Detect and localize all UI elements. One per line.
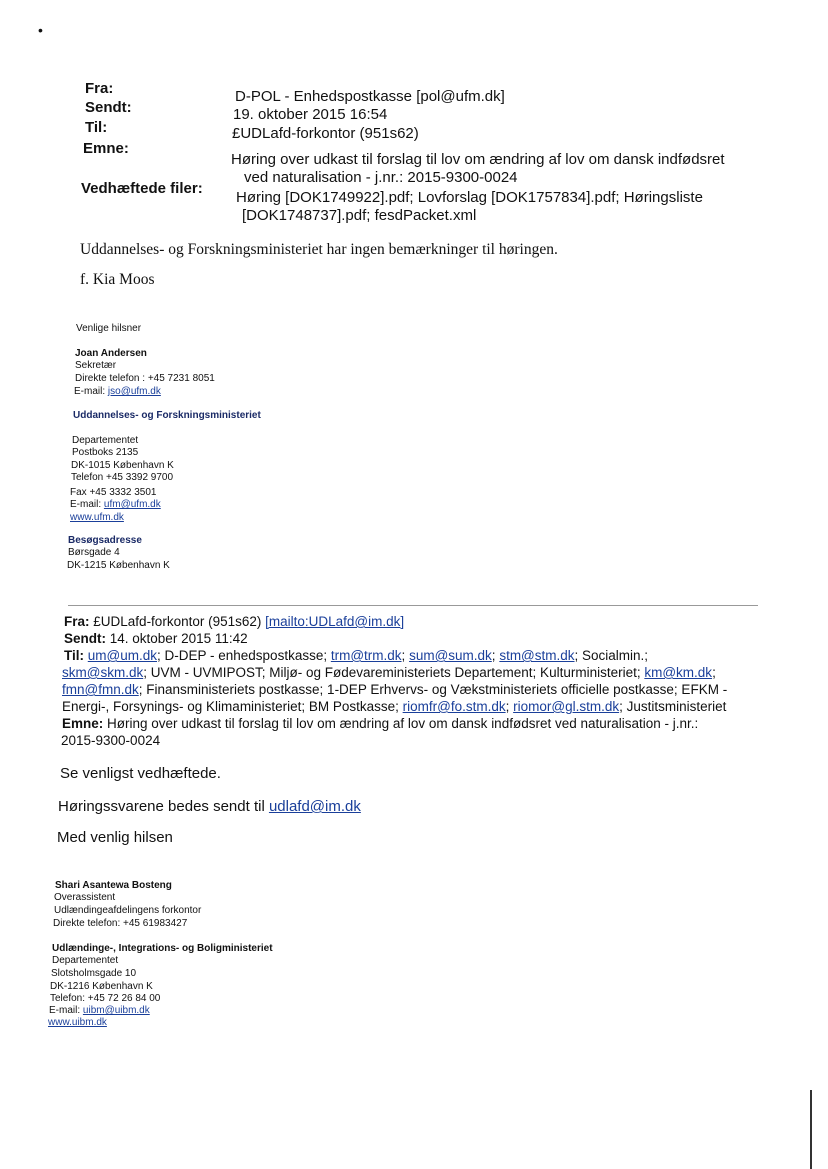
subject-line-1: Høring over udkast til forslag til lov om ændring af lov om dansk indfødsret bbox=[231, 151, 725, 168]
sender-name: Shari Asantewa Bosteng bbox=[55, 880, 172, 891]
to-text: ; Finansministeriets postkasse; 1-DEP Erhvervs- og Vækstministeriets officielle postkasse; EFKM - bbox=[138, 682, 728, 697]
sender-email bbox=[74, 386, 161, 399]
from-value: D-POL - Enhedspostkasse [pol@ufm.dk] bbox=[235, 88, 505, 105]
to-label: Til: bbox=[85, 119, 108, 136]
attachments-line-1: Høring [DOK1749922].pdf; Lovforslag [DOK1757834].pdf; Høringsliste bbox=[236, 189, 703, 206]
sent-line bbox=[64, 631, 248, 647]
subject-line-1 bbox=[62, 716, 698, 732]
to-line-3 bbox=[62, 682, 727, 698]
to-text: Energi-, Forsynings- og Klimaministeriet; BM Postkasse; bbox=[62, 699, 403, 714]
visit-city: DK-1215 København K bbox=[67, 560, 170, 571]
sender-phone: Direkte telefon : +45 7231 8051 bbox=[75, 373, 215, 384]
from-mailto-link[interactable]: [mailto:UDLafd@im.dk] bbox=[265, 614, 405, 629]
ministry-tel: Telefon: +45 72 26 84 00 bbox=[50, 993, 161, 1004]
ministry-web-link[interactable]: www.uibm.dk bbox=[48, 1017, 107, 1028]
subject-label: Emne: bbox=[83, 140, 129, 157]
to-link-sum[interactable]: sum@sum.dk bbox=[409, 648, 492, 663]
ministry-name: Udlændinge-, Integrations- og Boligministeriet bbox=[52, 943, 273, 954]
from-label: Fra: bbox=[85, 80, 114, 97]
sent-label: Sendt: bbox=[85, 99, 132, 116]
from-label: Fra: bbox=[64, 614, 90, 629]
ministry-city: DK-1216 København K bbox=[50, 981, 153, 992]
to-link-skm[interactable]: skm@skm.dk bbox=[62, 665, 144, 680]
ministry-email-link[interactable]: uibm@uibm.dk bbox=[82, 1005, 150, 1016]
to-link-trm[interactable]: trm@trm.dk bbox=[330, 648, 402, 663]
reply-signature: f. Kia Moos bbox=[80, 271, 155, 288]
to-link-um[interactable]: um@um.dk bbox=[87, 648, 157, 663]
sender-name: Joan Andersen bbox=[75, 348, 147, 359]
to-link-stm[interactable]: stm@stm.dk bbox=[499, 648, 575, 663]
sender-title: Sekretær bbox=[75, 360, 117, 371]
sender-title: Overassistent bbox=[54, 892, 116, 903]
body-line-3: Med venlig hilsen bbox=[57, 829, 173, 846]
ministry-dept: Departementet bbox=[72, 435, 139, 446]
sent-value: 19. oktober 2015 16:54 bbox=[233, 106, 388, 123]
to-link-riomfr[interactable]: riomfr@fo.stm.dk bbox=[402, 699, 506, 714]
ministry-name: Uddannelses- og Forskningsministeriet bbox=[73, 410, 261, 421]
body-text: Høringssvarene bedes sendt til bbox=[58, 798, 269, 815]
subject-line-2: 2015-9300-0024 bbox=[61, 733, 161, 748]
ministry-email bbox=[70, 499, 161, 512]
subject-label: Emne: bbox=[62, 716, 104, 731]
visit-label: Besøgsadresse bbox=[68, 535, 142, 546]
sender-phone: Direkte telefon: +45 61983427 bbox=[53, 918, 188, 929]
to-text: ; UVM - UVMIPOST; Miljø- og Fødevareministeriets Departement; Kulturministeriet; bbox=[143, 665, 645, 680]
scan-edge-line bbox=[810, 1090, 812, 1169]
divider bbox=[68, 605, 758, 606]
attachments-line-2: [DOK1748737].pdf; fesdPacket.xml bbox=[242, 207, 477, 224]
sender-email-link[interactable]: jso@ufm.dk bbox=[107, 386, 161, 397]
email-label: E-mail: bbox=[70, 499, 102, 510]
from-line bbox=[64, 614, 404, 630]
to-line-2: skm@skm.dk; UVM - UVMIPOST; Miljø- og Fødevareministeriets Departement; Kulturministeriet; km@km.dk; bbox=[62, 665, 716, 680]
reply-email-link[interactable]: udlafd@im.dk bbox=[268, 798, 361, 815]
to-text: ; Socialmin.; bbox=[574, 648, 649, 663]
email-label: E-mail: bbox=[74, 386, 106, 397]
sent-label: Sendt: bbox=[64, 631, 106, 646]
to-link-riomor[interactable]: riomor@gl.stm.dk bbox=[513, 699, 620, 714]
to-label: Til: bbox=[64, 648, 84, 663]
to-value: £UDLafd-forkontor (951s62) bbox=[232, 125, 419, 142]
body-line-1: Se venligst vedhæftede. bbox=[60, 765, 221, 782]
to-link-km[interactable]: km@km.dk bbox=[644, 665, 713, 680]
body-line-2 bbox=[58, 798, 361, 815]
ministry-fax: Fax +45 3332 3501 bbox=[70, 487, 157, 498]
ministry-street: Slotsholmsgade 10 bbox=[51, 968, 137, 979]
from-value: £UDLafd-forkontor (951s62) bbox=[93, 614, 262, 629]
ministry-box: Postboks 2135 bbox=[72, 447, 139, 458]
to-text: ; Justitsministeriet bbox=[619, 699, 727, 714]
subject-value: Høring over udkast til forslag til lov om ændring af lov om dansk indfødsret ved naturalisation - j.nr.: bbox=[107, 716, 699, 731]
reply-text: Uddannelses- og Forskningsministeriet har ingen bemærkninger til høringen. bbox=[80, 241, 558, 258]
to-link-fmn[interactable]: fmn@fmn.dk bbox=[62, 682, 139, 697]
ministry-dept: Departementet bbox=[52, 955, 119, 966]
ministry-web-link[interactable]: www.ufm.dk bbox=[70, 512, 124, 523]
attachments-label: Vedhæftede filer: bbox=[81, 180, 203, 197]
ministry-email-link[interactable]: ufm@ufm.dk bbox=[103, 499, 161, 510]
to-line-4: Energi-, Forsynings- og Klimaministeriet; BM Postkasse; riomfr@fo.stm.dk; riomor@gl.stm.dk; Justitsministeriet bbox=[62, 699, 727, 714]
sender-dept: Udlændingeafdelingens forkontor bbox=[54, 905, 202, 916]
scan-dot: • bbox=[38, 22, 43, 38]
to-text: ; D-DEP - enhedspostkasse; bbox=[157, 648, 331, 663]
ministry-tel: Telefon +45 3392 9700 bbox=[71, 472, 174, 483]
ministry-city: DK-1015 København K bbox=[71, 460, 174, 471]
sent-value: 14. oktober 2015 11:42 bbox=[109, 631, 248, 646]
ministry-email bbox=[49, 1005, 150, 1018]
email-label: E-mail: bbox=[49, 1005, 81, 1016]
to-line-1: Til: um@um.dk; D-DEP - enhedspostkasse; trm@trm.dk; sum@sum.dk; stm@stm.dk; Socialmin.; bbox=[64, 648, 649, 663]
greeting: Venlige hilsner bbox=[76, 323, 142, 334]
subject-line-2: ved naturalisation - j.nr.: 2015-9300-0024 bbox=[244, 169, 518, 186]
visit-street: Børsgade 4 bbox=[68, 547, 120, 558]
